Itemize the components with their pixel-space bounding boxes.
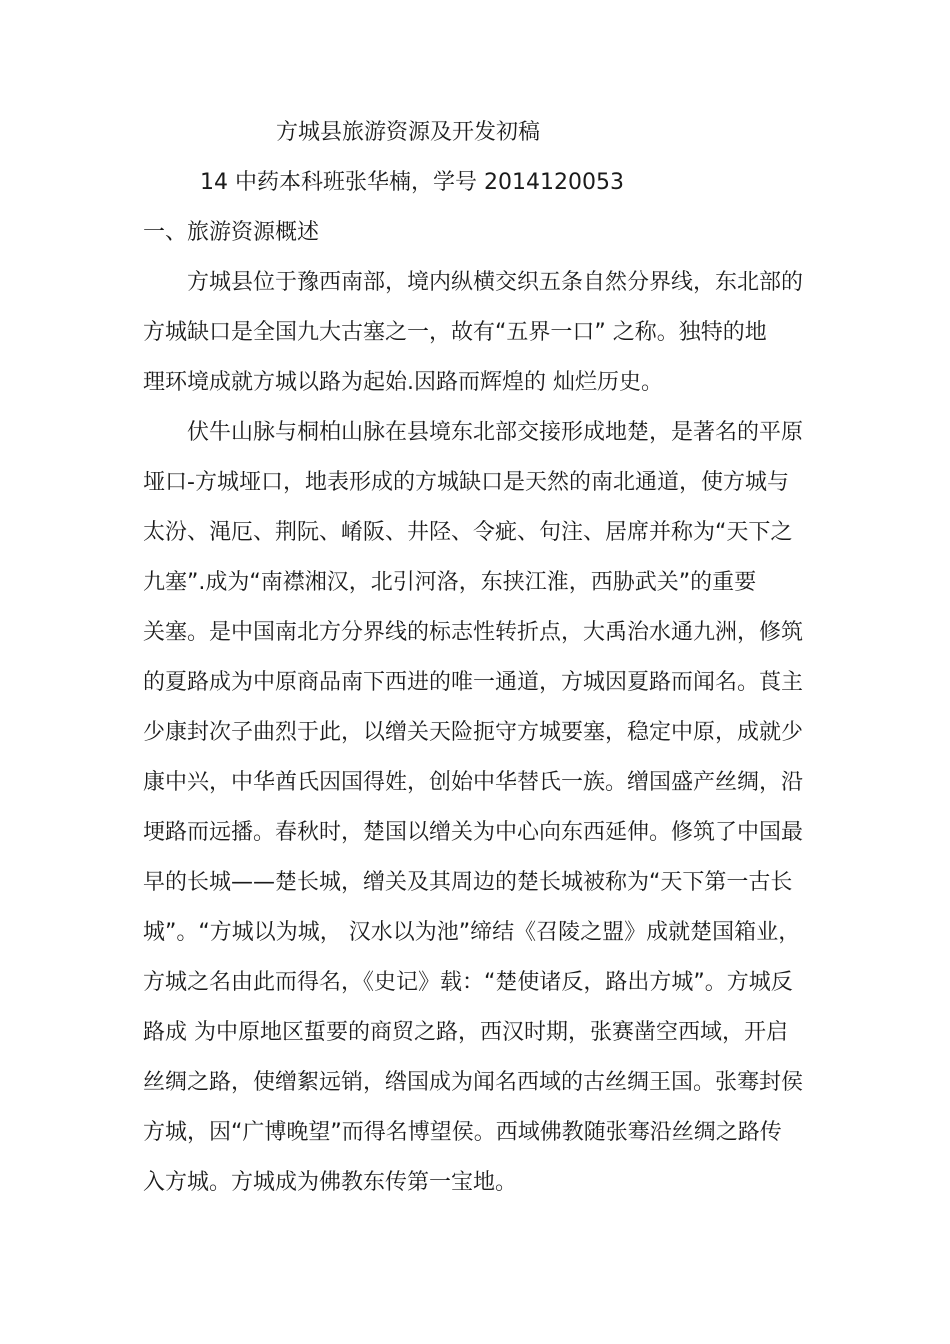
paragraph1-line: 理环境成就方城以路为起始.因路而辉煌的 灿烂历史。 — [143, 370, 663, 395]
paragraph2-line: 丝绸之路，使缯絮远销，绺国成为闻名西域的古丝绸王国。张骞封侯 — [143, 1070, 804, 1095]
paragraph2-line: 入方城。方城成为佛教东传第一宝地。 — [143, 1170, 518, 1195]
paragraph2-line: 少康封次子曲烈于此，以缯关天险扼守方城要塞，稳定中原，成就少 — [143, 720, 804, 745]
paragraph2-line: 埂路而远播。春秋时，楚国以缯关为中心向东西延伸。修筑了中国最 — [143, 820, 804, 845]
paragraph1-line: 方城缺口是全国九大古塞之一，故有“五界一口” 之称。独特的地 — [143, 320, 767, 345]
paragraph2-line: 垭口-方城垭口，地表形成的方城缺口是天然的南北通道，使方城与 — [143, 470, 789, 495]
paragraph2-line: 路成 为中原地区蜇要的商贸之路，西汉时期，张赛凿空西域，开启 — [143, 1020, 788, 1045]
paragraph2-line: 城”。“方城以为城， 汉水以为池”缔结《召陵之盟》成就楚国箱业， — [143, 920, 801, 945]
paragraph2-line: 早的长城——楚长城，缯关及其周边的楚长城被称为“天下第一古长 — [143, 870, 793, 895]
paragraph1-line: 方城县位于豫西南部，境内纵横交织五条自然分界线，东北部的 — [187, 270, 804, 295]
paragraph2-line: 伏牛山脉与桐柏山脉在县境东北部交接形成地楚，是著名的平原 — [187, 420, 804, 445]
paragraph2-line: 九塞”.成为“南襟湘汉，北引河洛，东挟江淮，西胁武关”的重要 — [143, 570, 757, 595]
author-line: 14 中药本科班张华楠，学号 2014120053 — [200, 170, 624, 195]
paragraph2-line: 关塞。是中国南北方分界线的标志性转折点，大禹治水通九洲，修筑 — [143, 620, 804, 645]
paragraph2-line: 方城之名由此而得名，《史记》载：“楚使诸反，路出方城”。方城反 — [143, 970, 793, 995]
document-title: 方城县旅游资源及开发初稿 — [276, 120, 541, 145]
section-heading: 一、旅游资源概述 — [143, 220, 320, 245]
paragraph2-line: 方城，因“广博晚望”而得名博望侯。西域佛教随张骞沿丝绸之路传 — [143, 1120, 782, 1145]
paragraph2-line: 太汾、渑厄、荆阮、崤阪、井陉、令疵、句注、居席并称为“天下之 — [143, 520, 793, 545]
paragraph2-line: 康中兴，中华酋氏因国得姓，创始中华替氏一族。缯国盛产丝绸，沿 — [143, 770, 804, 795]
paragraph2-line: 的夏路成为中原商品南下西进的唯一通道，方城因夏路而闻名。莨主 — [143, 670, 804, 695]
